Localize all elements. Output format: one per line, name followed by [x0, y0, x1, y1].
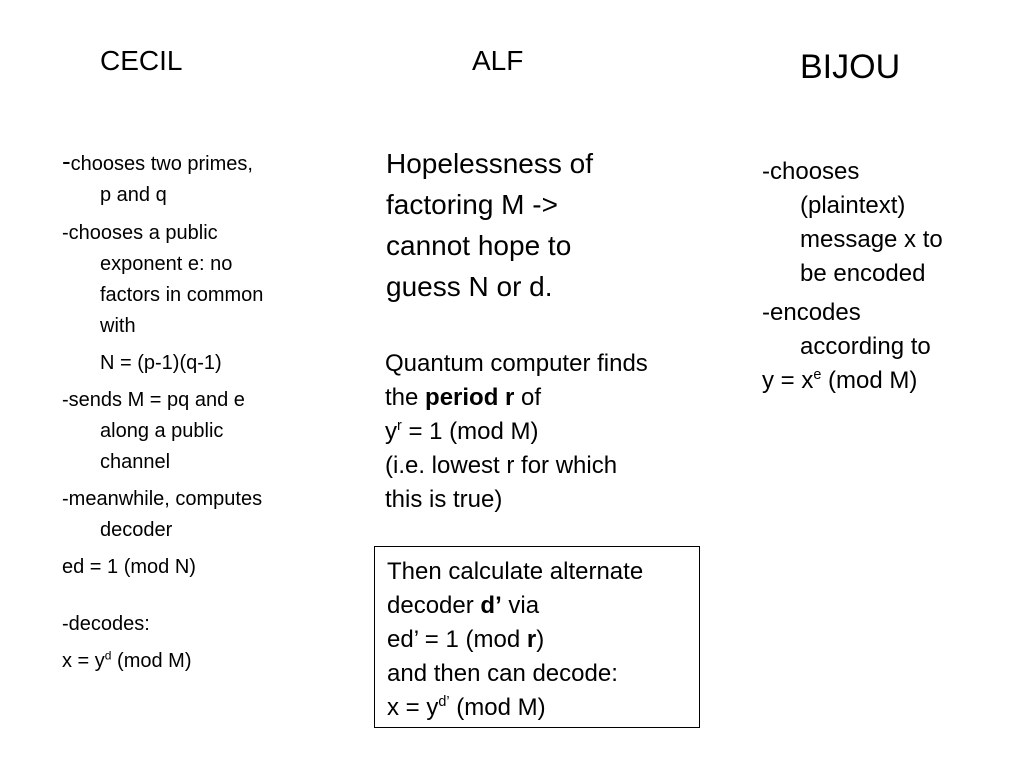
cecil-formula-post: (mod M) [111, 650, 192, 672]
alf-quantum-line3-post: = 1 (mod M) [401, 418, 539, 445]
cecil-item-public-exponent [62, 218, 352, 379]
bijou-formula-pre: y = x [762, 367, 814, 394]
cecil-item-decode-formula [62, 646, 352, 677]
cecil-title: CECIL [100, 45, 183, 76]
alf-box-line5-pre: x = y [387, 694, 439, 721]
bijou-item-encodes [762, 296, 1012, 364]
alf-decode-box [374, 546, 700, 728]
cecil-item2-line5: N = (p-1)(q-1) [100, 352, 222, 374]
cecil-item-sends [62, 385, 352, 478]
cecil-item-ed-mod-n: ed = 1 (mod N) [62, 556, 196, 578]
alf-quantum-line3-sup: r [397, 418, 402, 434]
alf-hopelessness-text [386, 143, 686, 307]
alf-quantum-period-r: period r [425, 384, 515, 411]
bijou-column [762, 155, 1012, 398]
cecil-formula-sup: d [104, 648, 112, 663]
alf-box-line4: and then can decode: [387, 660, 618, 687]
alf-hope-line3: cannot hope to [386, 230, 572, 261]
alf-quantum-line2-pre: the [385, 384, 426, 411]
bijou-item1-line1: -chooses [762, 158, 860, 185]
cecil-formula-pre: x = y [62, 650, 105, 672]
alf-quantum-line2-post: of [514, 384, 542, 411]
alf-box-r: r [526, 626, 537, 653]
cecil-item2-line2: exponent e: no [100, 253, 233, 275]
alf-box-line5-post: (mod M) [449, 694, 546, 721]
bijou-item1-line2: (plaintext) [800, 192, 906, 219]
cecil-column [62, 146, 352, 677]
cecil-item1-line1: chooses two primes, [70, 153, 253, 175]
alf-box-line1: Then calculate alternate [387, 558, 644, 585]
bijou-item-encode-formula [762, 364, 1012, 398]
alf-quantum-line5: this is true) [385, 486, 503, 513]
cecil-item4-line1: -meanwhile, computes [62, 488, 263, 510]
bijou-item-chooses [762, 155, 1012, 291]
alf-title: ALF [472, 45, 524, 76]
cecil-item1-line2: p and q [100, 184, 167, 206]
bijou-item1-line4: be encoded [800, 260, 926, 287]
cecil-item4-line2: decoder [100, 519, 173, 541]
cecil-item-choose-primes [62, 146, 352, 211]
alf-hope-line2: factoring M -> [386, 189, 558, 220]
cecil-item2-line3: factors in common [100, 284, 264, 306]
bijou-item2-line1: -encodes [762, 299, 861, 326]
alf-box-line5 [387, 691, 691, 725]
bijou-item2-line2: according to [800, 333, 931, 360]
alf-quantum-line2 [385, 381, 705, 415]
cecil-spacer [62, 583, 352, 609]
alf-box-line2-pre: decoder [387, 592, 481, 619]
alf-quantum-text [385, 347, 705, 517]
bijou-item1-line3: message x to [800, 226, 943, 253]
cecil-item-dash: - [62, 146, 71, 176]
alf-hope-line1: Hopelessness of [386, 148, 594, 179]
alf-box-line3-pre: ed’ = 1 (mod [387, 626, 527, 653]
alf-quantum-line4: (i.e. lowest r for which [385, 452, 618, 479]
alf-box-line3 [387, 623, 691, 657]
cecil-item-computes [62, 484, 352, 546]
alf-quantum-line1: Quantum computer finds [385, 350, 648, 377]
bijou-formula-post: (mod M) [821, 367, 918, 394]
cecil-item2-line1: -chooses a public [62, 222, 218, 244]
cecil-item3-line2: along a public [100, 420, 224, 442]
alf-box-line2-post: via [501, 592, 540, 619]
alf-hope-line4: guess N or d. [386, 271, 553, 302]
alf-box-line2 [387, 589, 691, 623]
cecil-item2-line4: with [100, 315, 136, 337]
alf-quantum-line3 [385, 415, 705, 449]
alf-box-d-prime: d’ [480, 592, 502, 619]
cecil-item-decodes: -decodes: [62, 613, 150, 635]
cecil-item3-line1: -sends M = pq and e [62, 389, 245, 411]
alf-quantum-line3-pre: y [385, 418, 397, 445]
bijou-formula-sup: e [813, 367, 822, 383]
alf-box-line5-sup: d’ [438, 694, 450, 710]
bijou-title: BIJOU [800, 48, 901, 86]
alf-box-line3-post: ) [536, 626, 545, 653]
cecil-item3-line3: channel [100, 451, 171, 473]
